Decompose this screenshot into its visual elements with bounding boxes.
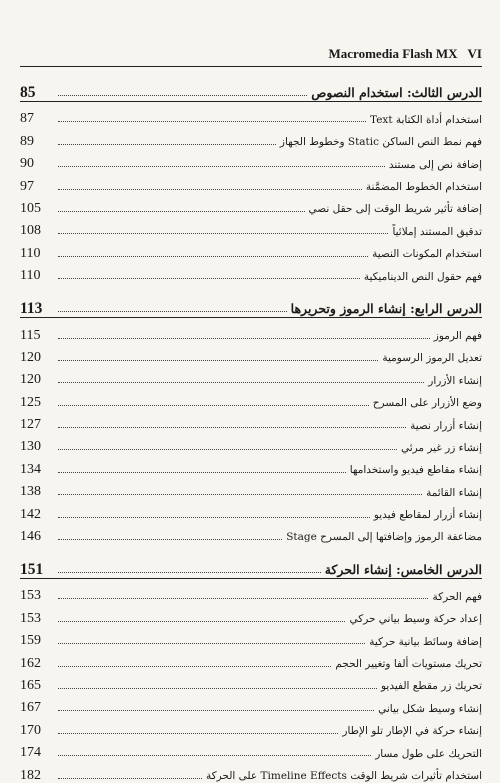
leader-dots <box>58 144 276 145</box>
leader-dots <box>58 121 366 122</box>
running-header <box>329 46 482 62</box>
toc-entry <box>20 261 482 283</box>
page-ref: 120 <box>20 349 41 365</box>
leader-dots <box>58 733 338 734</box>
page-ref: 182 <box>20 767 41 783</box>
leader-dots <box>58 710 374 711</box>
toc-entry <box>20 216 482 238</box>
entry-title: الدرس الخامس: إنشاء الحركة <box>324 562 482 578</box>
page-ref: 85 <box>20 83 36 101</box>
page-ref: 120 <box>20 372 41 388</box>
leader-dots <box>58 166 385 167</box>
leader-dots <box>58 256 368 257</box>
page-ref: 110 <box>20 245 41 261</box>
entry-title: إنشاء أزرار نصية <box>410 419 482 432</box>
leader-dots <box>58 189 362 190</box>
page-ref: 89 <box>20 133 34 149</box>
entry-title: تحريك مستويات ألفا وتغيير الحجم <box>335 658 482 671</box>
page-ref: 159 <box>20 633 41 649</box>
page-ref: 165 <box>20 677 41 693</box>
toc-entry <box>20 238 482 260</box>
page-ref: 138 <box>20 484 41 500</box>
leader-dots <box>58 233 388 234</box>
entry-title: الدرس الثالث: استخدام النصوص <box>311 85 482 101</box>
page-ref: 130 <box>20 439 41 455</box>
page-ref: 87 <box>20 111 34 127</box>
page-ref: 134 <box>20 461 41 477</box>
page-ref: 142 <box>20 506 41 522</box>
page-ref: 170 <box>20 722 41 738</box>
toc-entry <box>20 648 482 670</box>
leader-dots <box>58 494 422 495</box>
leader-dots <box>58 517 370 518</box>
page-ref: 125 <box>20 394 41 410</box>
toc-entry <box>20 715 482 737</box>
leader-dots <box>58 95 307 96</box>
leader-dots <box>58 643 365 644</box>
leader-dots <box>58 666 331 667</box>
leader-dots <box>58 598 428 599</box>
book-title: Macromedia Flash MX <box>328 46 458 61</box>
page-ref: 108 <box>20 223 41 239</box>
leader-dots <box>58 688 377 689</box>
entry-title: فهم حقول النص الديناميكية <box>363 270 482 283</box>
entry-title: استخدام تأثيرات شريط الوقت Timeline Effects على الحركة <box>206 770 482 782</box>
page-number: VI <box>467 46 482 61</box>
entry-title: استخدام أداة الكتابة Text <box>370 113 482 126</box>
toc-entry <box>20 194 482 216</box>
leader-dots <box>58 572 321 573</box>
entry-title: فهم الحركة <box>432 590 482 603</box>
toc-entry <box>20 499 482 521</box>
entry-title: تدقيق المستند إملائياً <box>392 225 482 238</box>
entry-title: إنشاء زر غير مرئي <box>400 441 482 454</box>
leader-dots <box>58 211 305 212</box>
toc-entry <box>20 693 482 715</box>
page-ref: 153 <box>20 588 41 604</box>
page-ref: 153 <box>20 610 41 626</box>
page-ref: 113 <box>20 299 43 317</box>
page-ref: 167 <box>20 700 41 716</box>
page-ref: 110 <box>20 268 41 284</box>
entry-title: تحريك زر مقطع الفيديو <box>380 680 482 693</box>
entry-title: إنشاء مقاطع فيديو واستخدامها <box>349 464 482 477</box>
toc-entry <box>20 126 482 148</box>
toc-entry <box>20 432 482 454</box>
toc-entry <box>20 738 482 760</box>
toc-entry <box>20 320 482 342</box>
leader-dots <box>58 427 406 428</box>
leader-dots <box>58 472 346 473</box>
toc-entry <box>20 104 482 126</box>
entry-title: فهم الرموز <box>433 329 482 342</box>
toc-entry <box>20 387 482 409</box>
chapter-heading <box>20 290 482 318</box>
page-ref: 115 <box>20 327 41 343</box>
toc-entry <box>20 626 482 648</box>
toc-entry <box>20 760 482 782</box>
page-ref: 162 <box>20 655 41 671</box>
leader-dots <box>58 382 424 383</box>
chapter-heading <box>20 551 482 579</box>
leader-dots <box>58 360 378 361</box>
toc-entry <box>20 603 482 625</box>
entry-title: إنشاء حركة في الإطار تلو الإطار <box>342 725 482 738</box>
toc-entry <box>20 522 482 544</box>
leader-dots <box>58 311 287 312</box>
entry-title: إضافة وسائط بيانية حركية <box>369 635 482 648</box>
toc-entry <box>20 365 482 387</box>
entry-title: إنشاء القائمة <box>426 486 482 499</box>
page-ref: 174 <box>20 745 41 761</box>
page-ref: 90 <box>20 156 34 172</box>
toc-entry <box>20 454 482 476</box>
chapter-heading <box>20 74 482 102</box>
leader-dots <box>58 778 202 779</box>
leader-dots <box>58 278 360 279</box>
toc-entry <box>20 343 482 365</box>
entry-title: تعديل الرموز الرسومية <box>382 352 482 365</box>
toc-entry <box>20 477 482 499</box>
entry-title: إنشاء الأزرار <box>428 374 482 387</box>
toc-entry <box>20 581 482 603</box>
leader-dots <box>58 621 345 622</box>
toc-entry <box>20 410 482 432</box>
section-gap <box>20 283 482 290</box>
entry-title: إضافة تأثير شريط الوقت إلى حقل نصي <box>308 203 482 216</box>
section-gap <box>20 544 482 551</box>
leader-dots <box>58 755 371 756</box>
entry-title: إنشاء وسيط شكل بياني <box>378 702 482 715</box>
entry-title: استخدام الخطوط المضمَّنة <box>365 181 482 194</box>
table-of-contents <box>20 74 482 783</box>
header-rule <box>20 66 482 67</box>
toc-entry <box>20 149 482 171</box>
entry-title: فهم نمط النص الساكن Static وخطوط الجهاز <box>279 136 482 149</box>
page-ref: 151 <box>20 560 44 578</box>
entry-title: إعداد حركة وسيط بياني حركي <box>349 613 482 626</box>
entry-title: إنشاء أزرار لمقاطع فيديو <box>373 509 482 522</box>
entry-title: وضع الأزرار على المسرح <box>372 397 482 410</box>
page-ref: 127 <box>20 417 41 433</box>
page-ref: 146 <box>20 529 41 545</box>
entry-title: إضافة نص إلى مستند <box>388 158 482 171</box>
leader-dots <box>58 449 397 450</box>
toc-entry <box>20 171 482 193</box>
entry-title: مضاعفة الرموز وإضافتها إلى المسرح Stage <box>286 531 482 544</box>
leader-dots <box>58 405 369 406</box>
entry-title: التحريك على طول مسار <box>375 747 482 760</box>
toc-entry <box>20 671 482 693</box>
page-ref: 105 <box>20 200 41 216</box>
entry-title: الدرس الرابع: إنشاء الرموز وتحريرها <box>290 301 482 317</box>
entry-title: استخدام المكونات النصية <box>372 248 482 261</box>
leader-dots <box>58 338 430 339</box>
page-ref: 97 <box>20 178 34 194</box>
leader-dots <box>58 539 282 540</box>
